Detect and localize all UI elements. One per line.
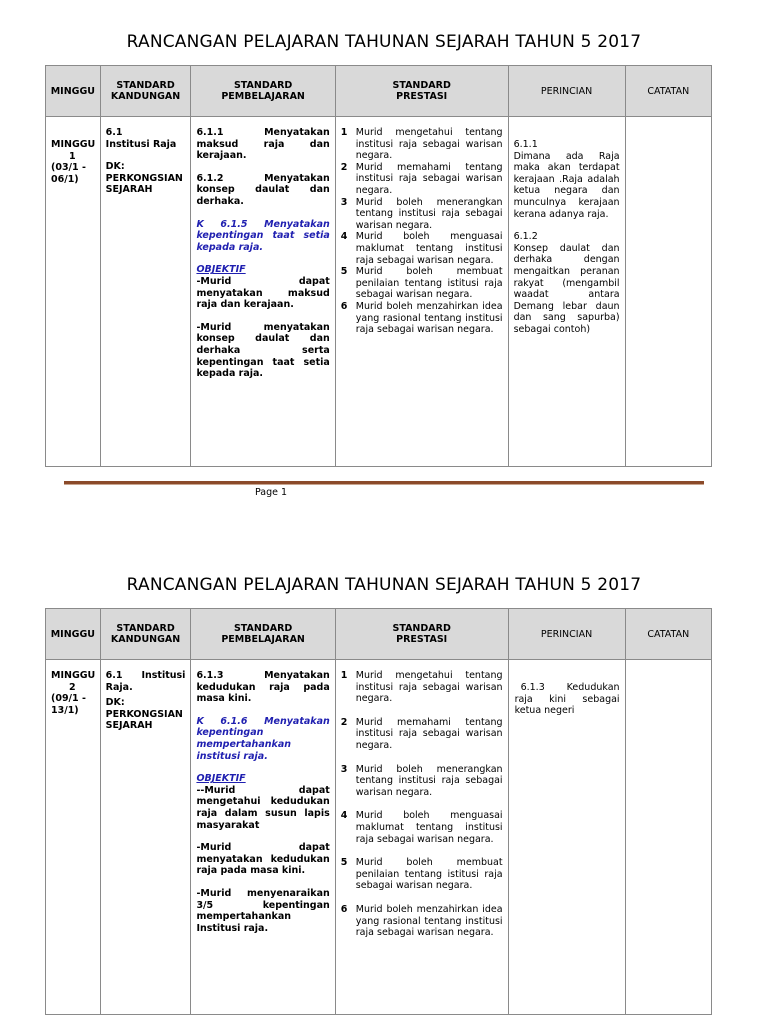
header-standard-pembelajaran: STANDARD PEMBELAJARAN [191, 609, 335, 660]
table-header-row [46, 609, 712, 660]
page-title: RANCANGAN PELAJARAN TAHUNAN SEJARAH TAHUN 5 2017 [126, 575, 642, 595]
prestasi-item [341, 670, 503, 705]
cell-minggu: MINGGU 2 (09/1 - 13/1) [46, 660, 101, 1015]
prestasi-text: Murid boleh menzahirkan idea yang rasional tentang institusi raja sebagai warisan negara. [355, 300, 503, 336]
prestasi-text: Murid memahami tentang institusi raja sebagai warisan negara. [355, 161, 503, 196]
header-standard-kandungan: STANDARD KANDUNGAN [100, 609, 191, 660]
cell-standard-kandungan: 6.1 Institusi Raja. DK: PERKONGSIAN SEJARAH [100, 660, 191, 1015]
prestasi-text: Murid mengetahui tentang institusi raja sebagai warisan negara. [355, 127, 503, 162]
prestasi-text: Murid boleh menerangkan tentang institusi raja sebagai warisan negara. [355, 763, 503, 798]
header-standard-pembelajaran: STANDARD PEMBELAJARAN [191, 66, 335, 117]
lesson-plan-table [45, 608, 712, 1015]
header-perincian: PERINCIAN [508, 609, 625, 660]
prestasi-item [341, 266, 503, 301]
prestasi-item [341, 301, 503, 336]
prestasi-number: 4 [340, 810, 348, 822]
footer-divider [64, 481, 704, 485]
prestasi-item [341, 197, 503, 232]
prestasi-item [341, 162, 503, 197]
prestasi-text: Murid boleh menzahirkan idea yang rasional tentang institusi raja sebagai warisan negara. [355, 903, 503, 939]
prestasi-number: 1 [340, 670, 348, 681]
table-row [46, 117, 712, 467]
prestasi-item [341, 127, 503, 162]
cell-standard-prestasi [335, 117, 508, 467]
prestasi-text: Murid memahami tentang institusi raja sebagai warisan negara. [355, 716, 503, 751]
prestasi-number: 1 [340, 127, 348, 138]
header-minggu: MINGGU [46, 609, 101, 660]
cell-standard-kandungan: 6.1 Institusi Raja DK: PERKONGSIAN SEJARAH [100, 117, 191, 467]
cell-perincian: 6.1.3 Kedudukan raja kini sebagai ketua negeri [508, 660, 625, 1015]
prestasi-number: 3 [340, 196, 348, 208]
cell-minggu: MINGGU 1 (03/1 - 06/1) [46, 117, 101, 467]
header-catatan: CATATAN [625, 66, 711, 117]
prestasi-text: Murid boleh menerangkan tentang institusi raja sebagai warisan negara. [355, 196, 503, 231]
prestasi-number: 4 [340, 231, 348, 243]
prestasi-list [341, 670, 503, 939]
header-standard-prestasi: STANDARD PRESTASI [335, 66, 508, 117]
cell-catatan [625, 117, 711, 467]
header-perincian: PERINCIAN [508, 66, 625, 117]
prestasi-text: Murid boleh membuat penilaian tentang istitusi raja sebagai warisan negara. [355, 857, 503, 892]
header-standard-prestasi: STANDARD PRESTASI [335, 609, 508, 660]
cell-standard-pembelajaran: 6.1.1 Menyatakan maksud raja dan kerajaan. 6.1.2 Menyatakan konsep daulat dan derhaka. K 6.1.5 Menyatakan kepentingan taat setia kepada raja. OBJEKTIF -Murid dapat menyatakan maksud raja dan kerajaan. -Murid menyatakan konsep daulat dan derhaka serta kepentingan taat setia kepada raja. [191, 117, 335, 467]
table-header-row [46, 66, 712, 117]
prestasi-text: Murid mengetahui tentang institusi raja sebagai warisan negara. [355, 670, 503, 705]
cell-standard-pembelajaran: 6.1.3 Menyatakan kedudukan raja pada masa kini. K 6.1.6 Menyatakan kepentingan mempertahankan institusi raja. OBJEKTIF --Murid dapat mengetahui kedudukan raja dalam susun lapis masyarakat -Murid dapat menyatakan kedudukan raja pada masa kini. -Murid menyenaraikan 3/5 kepentingan mempertahankan Institusi raja. [191, 660, 335, 1015]
table-row [46, 660, 712, 1015]
prestasi-number: 6 [340, 903, 348, 915]
prestasi-item [341, 231, 503, 266]
prestasi-text: Murid boleh membuat penilaian tentang istitusi raja sebagai warisan negara. [355, 266, 503, 301]
header-minggu: MINGGU [46, 66, 101, 117]
header-standard-kandungan: STANDARD KANDUNGAN [100, 66, 191, 117]
lesson-plan-table [45, 65, 712, 467]
prestasi-item [341, 857, 503, 892]
prestasi-item [341, 810, 503, 845]
prestasi-number: 5 [340, 266, 348, 278]
prestasi-item [341, 764, 503, 799]
prestasi-item [341, 904, 503, 939]
prestasi-number: 3 [340, 763, 348, 775]
page-number: Page 1 [255, 487, 288, 498]
prestasi-item [341, 717, 503, 752]
cell-standard-prestasi [335, 660, 508, 1015]
prestasi-text: Murid boleh menguasai maklumat tentang institusi raja sebagai warisan negara. [355, 810, 503, 845]
prestasi-text: Murid boleh menguasai maklumat tentang institusi raja sebagai warisan negara. [355, 231, 503, 266]
header-catatan: CATATAN [625, 609, 711, 660]
prestasi-list [341, 127, 503, 336]
prestasi-number: 2 [340, 161, 348, 173]
page-title: RANCANGAN PELAJARAN TAHUNAN SEJARAH TAHUN 5 2017 [126, 32, 642, 52]
prestasi-number: 5 [340, 857, 348, 869]
prestasi-number: 6 [340, 300, 348, 312]
cell-catatan [625, 660, 711, 1015]
cell-perincian: 6.1.1 Dimana ada Raja maka akan terdapat kerajaan .Raja adalah ketua negara dan munculnya kerajaan kerana adanya raja. 6.1.2 Konsep daulat dan derhaka dengan mengaitkan peranan rakyat (mengambil waadat antara Demang lebar daun dan sang sapurba) sebagai contoh) [508, 117, 625, 467]
prestasi-number: 2 [340, 716, 348, 728]
